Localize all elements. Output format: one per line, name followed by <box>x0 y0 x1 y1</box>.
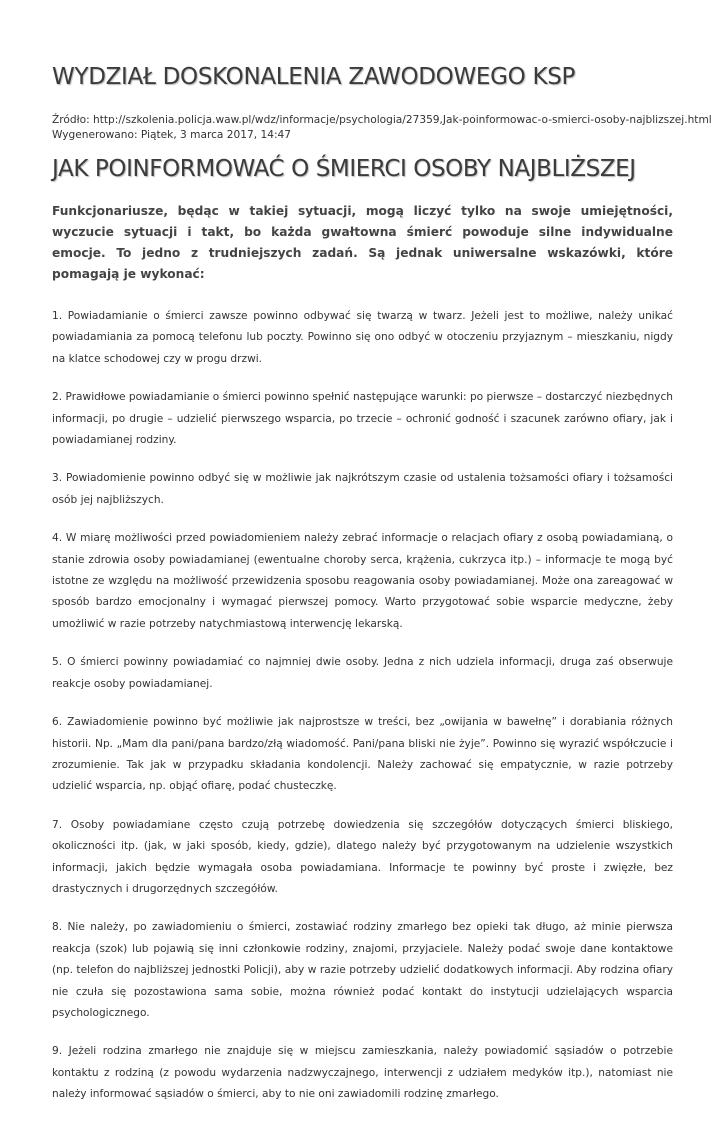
source-line: Źródło: http://szkolenia.policja.waw.pl/wdz/informacje/psychologia/27359,Jak-poinformowac-o-smierci-osoby-najblizszej.html <box>52 114 712 126</box>
article-body <box>52 306 673 1123</box>
generated-line: Wygenerowano: Piątek, 3 marca 2017, 14:47 <box>52 129 292 141</box>
document-metadata <box>52 113 712 143</box>
organization-title: WYDZIAŁ DOSKONALENIA ZAWODOWEGO KSP <box>52 64 576 90</box>
paragraph-7: 7. Osoby powiadamiane często czują potrzebę dowiedzenia się szczegółów dotyczących śmierci bliskiego, okoliczności itp. (jak, w jaki sposób, kiedy, gdzie), dlatego należy być przygotowanym na udzielenie wszystkich informacji, jakich będzie wymagała osoba powiadamiana. Informacje te powinny być proste i zwięzłe, bez drastycznych i drugorzędnych szczegółów. <box>52 818 673 895</box>
paragraph-1: 1. Powiadamianie o śmierci zawsze powinno odbywać się twarzą w twarz. Jeżeli jest to możliwe, należy unikać powiadamiania za pomocą telefonu lub poczty. Powinno się ono odbyć w otoczeniu przyjaznym – mieszkaniu, nigdy na klatce schodowej czy w progu drzwi. <box>52 310 673 365</box>
paragraph-6: 6. Zawiadomienie powinno być możliwie jak najprostsze w treści, bez „owijania w bawełnę” i dorabiania różnych historii. Np. „Mam dla pani/pana bardzo/złą wiadomość. Pani/pana bliski nie żyje”. Powinno się wyrazić współczucie i zrozumienie. Tak jak w przypadku składania kondolencji. Należy zachować się empatycznie, w razie potrzeby udzielić wsparcia, np. objąć ofiarę, podać chusteczkę. <box>52 716 673 793</box>
paragraph-2: 2. Prawidłowe powiadamianie o śmierci powinno spełnić następujące warunki: po pierwsze – dostarczyć niezbędnych informacji, po drugie – udzielić pierwszego wsparcia, po trzecie – ochronić godność i szacunek zarówno ofiary, jak i powiadamianej rodziny. <box>52 391 673 447</box>
paragraph-8: 8. Nie należy, po zawiadomieniu o śmierci, zostawiać rodziny zmarłego bez opieki tak długo, aż minie pierwsza reakcja (szok) lub pojawią się inni członkowie rodziny, znajomi, przyjaciele. Należy podać swoje dane kontaktowe (np. telefon do najbliższej jednostki Policji), aby w razie potrzeby udzielić dodatkowych informacji. Aby rodzina ofiary nie czuła się pozostawiona sama sobie, można również podać kontakt do instytucji udzielających wsparcia psychologicznego. <box>52 921 673 1019</box>
paragraph-3: 3. Powiadomienie powinno odbyć się w możliwie jak najkrótszym czasie od ustalenia tożsamości ofiary i tożsamości osób jej najbliższych. <box>52 472 673 506</box>
article-lead: Funkcjonariusze, będąc w takiej sytuacji, mogą liczyć tylko na swoje umiejętności, wyczucie sytuacji i takt, bo każda gwałtowna śmierć powoduje silne indywidualne emocje. To jedno z trudniejszych zadań. Są jednak uniwersalne wskazówki, które pomagają je wykonać: <box>52 204 673 281</box>
article-title: JAK POINFORMOWAĆ O ŚMIERCI OSOBY NAJBLIŻSZEJ <box>52 156 636 182</box>
paragraph-9: 9. Jeżeli rodzina zmarłego nie znajduje się w miejscu zamieszkania, należy powiadomić sąsiadów o potrzebie kontaktu z rodziną (z powodu wydarzenia nadzwyczajnego, interwencji z udziałem medyków itp.), natomiast nie należy informować sąsiadów o śmierci, aby to nie oni zawiadomili rodzinę zmarłego. <box>52 1045 673 1101</box>
paragraph-5: 5. O śmierci powinny powiadamiać co najmniej dwie osoby. Jedna z nich udziela informacji, druga zaś obserwuje reakcje osoby powiadamianej. <box>52 656 673 690</box>
paragraph-4: 4. W miarę możliwości przed powiadomieniem należy zebrać informacje o relacjach ofiary z osobą powiadamianą, o stanie zdrowia osoby powiadamianej (ewentualne choroby serca, krążenia, cukrzyca itp.) – informacje te mogą być istotne ze względu na możliwość przewidzenia sposobu reagowania osoby powiadamianej. Może ona zareagować w sposób bardzo emocjonalny i wymagać pierwszej pomocy. Warto przygotować sobie wsparcie medyczne, żeby umożliwić w razie potrzeby natychmiastową interwencję lekarską. <box>52 532 673 630</box>
